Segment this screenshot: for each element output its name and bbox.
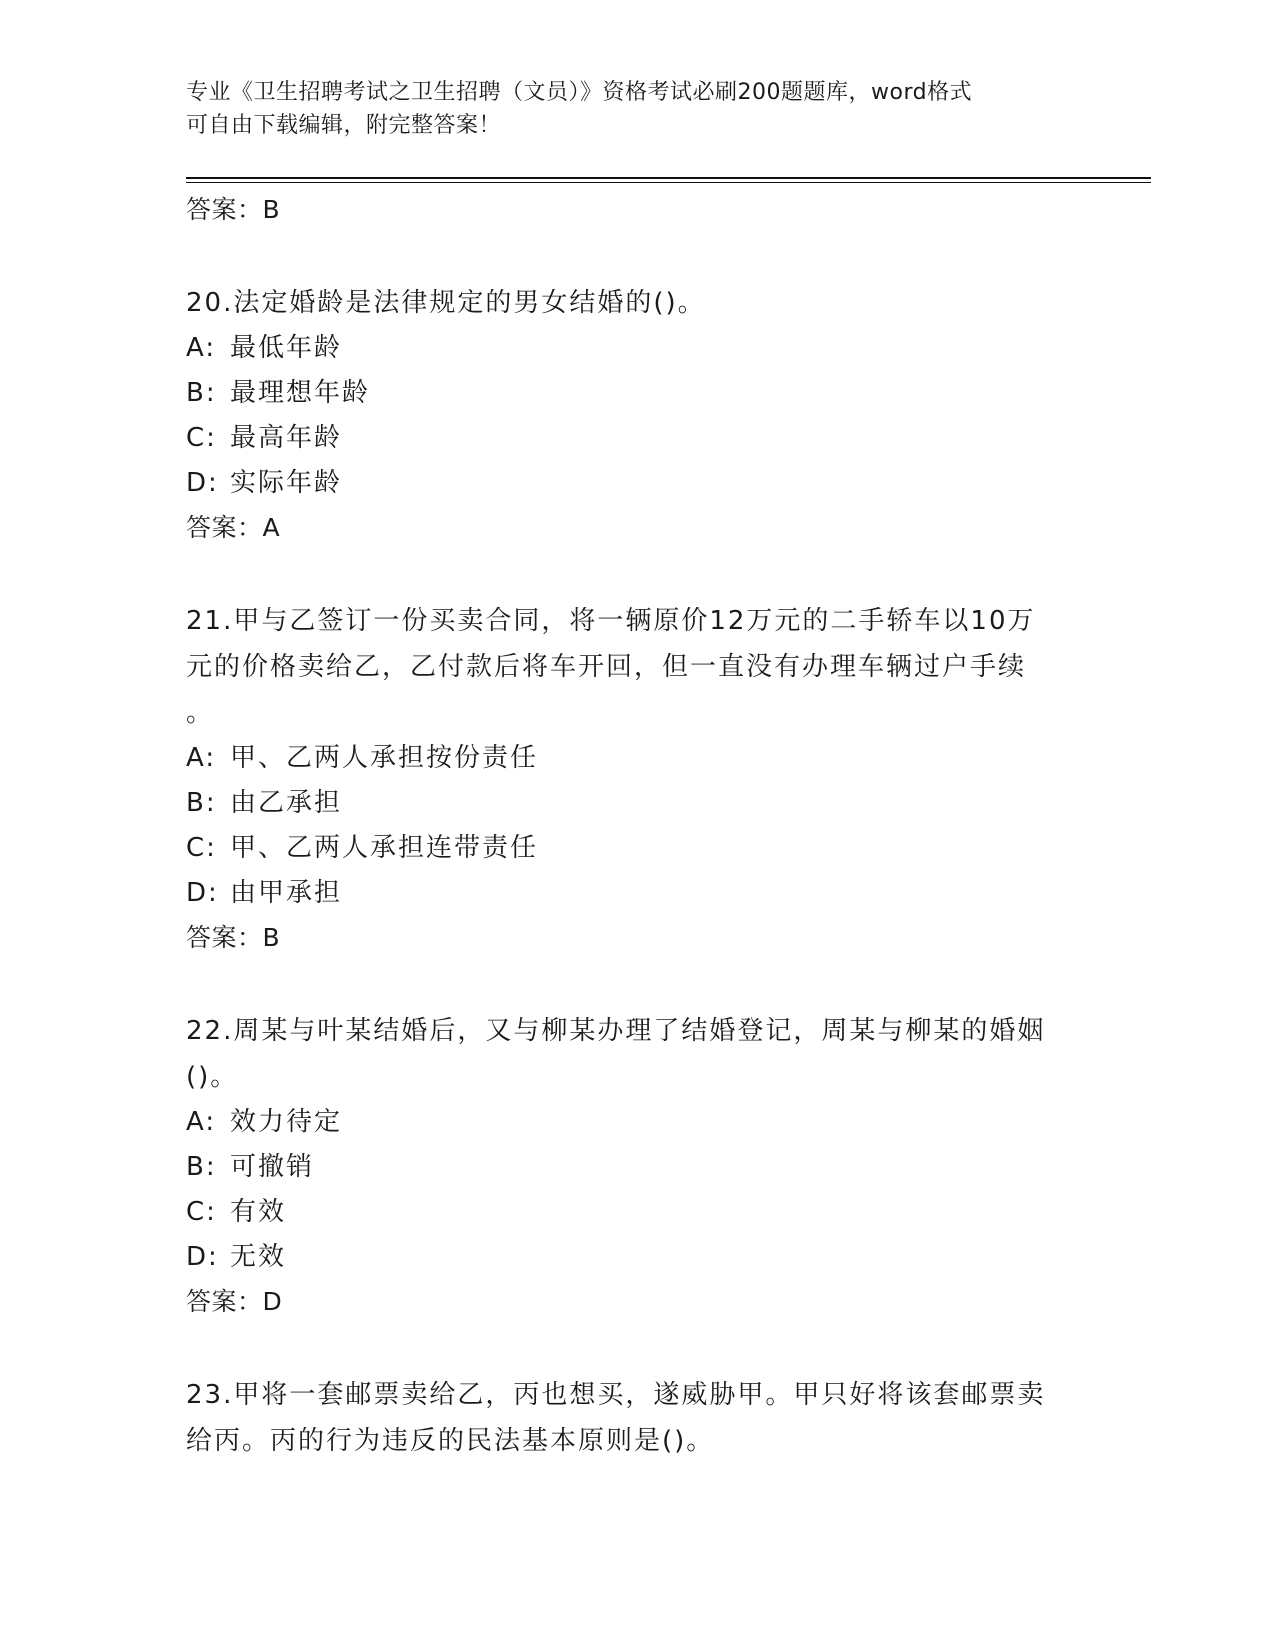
- option-a: [186, 1100, 1086, 1145]
- option-text: 效力待定: [230, 1107, 343, 1137]
- stem-line: 23.甲将一套邮票卖给乙，丙也想买，遂威胁甲。甲只好将该套邮票卖: [186, 1380, 1046, 1410]
- option-key: C:: [186, 833, 217, 863]
- question-list: [186, 188, 1086, 1464]
- document-header: [186, 76, 1086, 142]
- option-key: C:: [186, 1197, 217, 1227]
- question-stem: [186, 1372, 1086, 1464]
- question-stem: [186, 1008, 1086, 1100]
- option-key: C:: [186, 423, 217, 453]
- answer-line: 答案：D: [186, 1287, 283, 1316]
- question-block: [186, 1372, 1086, 1464]
- option-a: [186, 326, 1086, 371]
- stem-line: 元的价格卖给乙，乙付款后将车开回，但一直没有办理车辆过户手续: [186, 652, 1027, 682]
- option-key: B:: [186, 1152, 217, 1182]
- option-text: 无效: [230, 1242, 287, 1272]
- stem-line: 给丙。丙的行为违反的民法基本原则是()。: [186, 1426, 715, 1456]
- option-text: 最理想年龄: [230, 378, 371, 408]
- question-block: [186, 1008, 1086, 1324]
- option-d: [186, 871, 1086, 916]
- option-text: 甲、乙两人承担连带责任: [230, 833, 539, 863]
- option-text: 实际年龄: [230, 468, 343, 498]
- option-d: [186, 1235, 1086, 1280]
- option-text: 甲、乙两人承担按份责任: [230, 743, 539, 773]
- question-block: [186, 598, 1086, 960]
- option-key: A:: [186, 1107, 217, 1137]
- option-c: [186, 1190, 1086, 1235]
- option-key: A:: [186, 333, 217, 363]
- option-key: D:: [186, 1242, 219, 1272]
- stem-line: 21.甲与乙签订一份买卖合同，将一辆原价12万元的二手轿车以10万: [186, 606, 1036, 636]
- option-key: B:: [186, 378, 217, 408]
- answer-line: 答案：A: [186, 513, 281, 542]
- option-text: 有效: [230, 1197, 287, 1227]
- option-key: A:: [186, 743, 217, 773]
- stem-line: 。: [186, 698, 215, 728]
- header-line-1: 专业《卫生招聘考试之卫生招聘（文员）》资格考试必刷200题题库，word格式: [186, 80, 973, 105]
- answer-line: 答案：B: [186, 923, 281, 952]
- option-key: B:: [186, 788, 217, 818]
- header-line-2: 可自由下载编辑，附完整答案！: [186, 113, 502, 138]
- question-stem: [186, 280, 1086, 326]
- option-text: 最高年龄: [230, 423, 343, 453]
- option-key: D:: [186, 878, 219, 908]
- option-b: [186, 781, 1086, 826]
- option-c: [186, 826, 1086, 871]
- header-divider: [186, 177, 1151, 183]
- answer-line: 答案：B: [186, 195, 281, 224]
- option-text: 最低年龄: [230, 333, 343, 363]
- option-b: [186, 1145, 1086, 1190]
- option-a: [186, 736, 1086, 781]
- option-text: 由甲承担: [230, 878, 343, 908]
- question-stem: [186, 598, 1086, 736]
- option-c: [186, 416, 1086, 461]
- option-text: 由乙承担: [230, 788, 343, 818]
- question-block: [186, 280, 1086, 550]
- stem-line: 22.周某与叶某结婚后，又与柳某办理了结婚登记，周某与柳某的婚姻: [186, 1016, 1046, 1046]
- option-b: [186, 371, 1086, 416]
- stem-line: 20.法定婚龄是法律规定的男女结婚的()。: [186, 288, 706, 318]
- option-text: 可撤销: [230, 1152, 315, 1182]
- option-d: [186, 461, 1086, 506]
- stem-line: ()。: [186, 1062, 239, 1092]
- option-key: D:: [186, 468, 219, 498]
